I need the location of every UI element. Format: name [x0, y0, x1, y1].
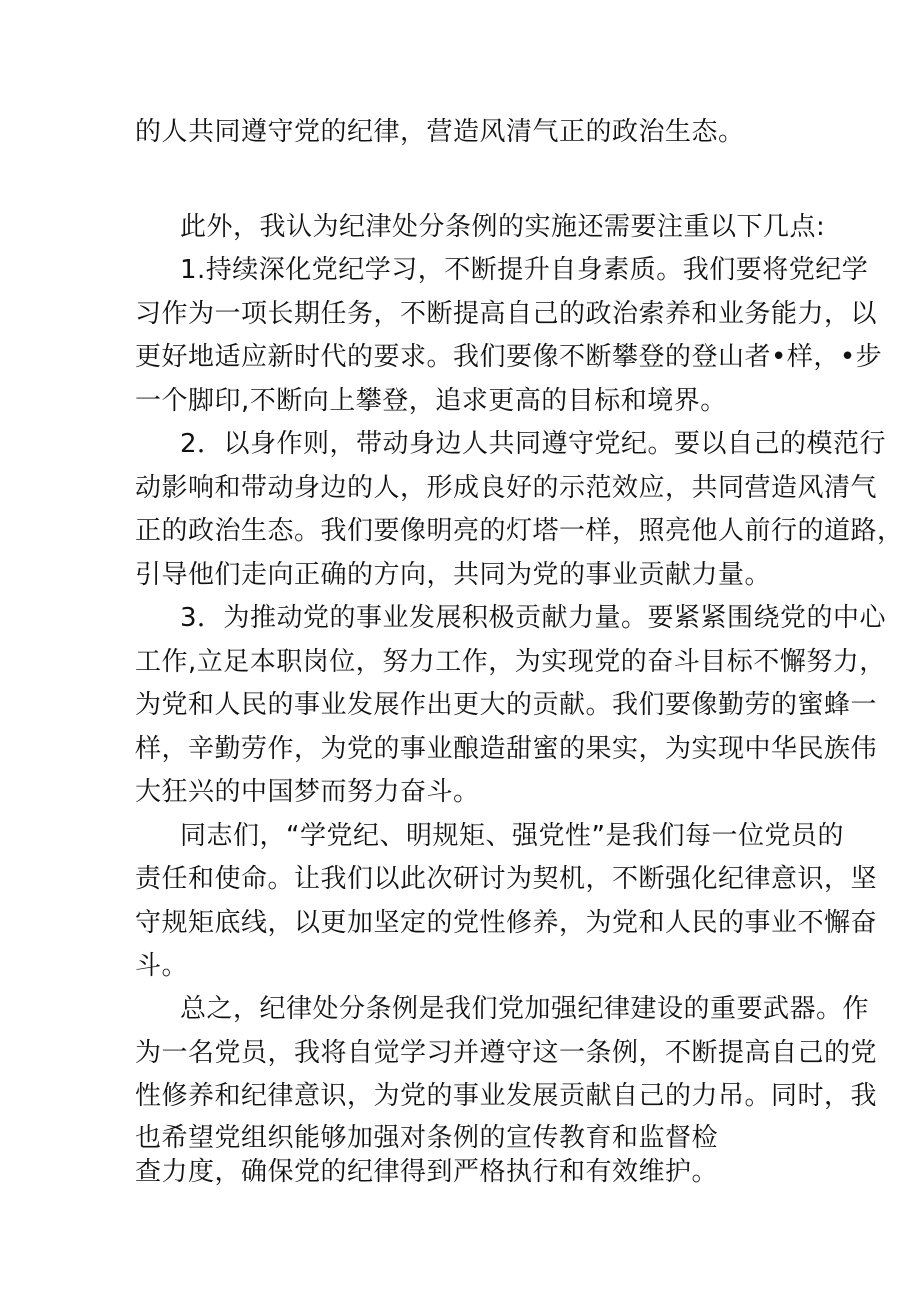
text-line: 1.持续深化党纪学习，不断提升自身素质。我们要将党纪学 [180, 255, 869, 285]
text-line: 3．为推动党的事业发展积极贡献力量。要紧紧围绕党的中心 [180, 603, 887, 633]
text-line: 同志们，“学党纪、明规矩、强党性”是我们每一位党员的 [180, 821, 844, 851]
text-line: 大狂兴的中国梦而努力奋斗。 [135, 777, 480, 807]
text-line: 责任和使命。让我们以此次研讨为契机，不断强化纪律意识，坚 [135, 864, 878, 894]
text-line: 为党和人民的事业发展作出更大的贡献。我们要像勤劳的蜜蜂一 [135, 690, 878, 720]
text-line: 2．以身作则，带动身边人共同遵守党纪。要以自己的模范行 [180, 429, 887, 459]
text-line: 一个脚印,不断向上攀登，追求更高的目标和境界。 [135, 386, 727, 416]
text-line: 性修养和纪律意识，为党的事业发展贡献自己的力吊。同时，我 [135, 1081, 878, 1111]
text-line: 的人共同遵守党的纪律，营造风清气正的政治生态。 [135, 117, 745, 147]
text-line: 此外，我认为纪津处分条例的实施还需要注重以下几点: [180, 212, 826, 242]
text-line: 守规矩底线，以更加坚定的党性修养，为党和人民的事业不懈奋 [135, 908, 878, 938]
text-line: 为一名党员，我将自觉学习并遵守这一条例，不断提高自己的党 [135, 1038, 878, 1068]
text-line: 总之，纪律处分条例是我们党加强纪律建设的重要武器。作 [180, 994, 870, 1024]
text-line: 样，辛勤劳作，为党的事业酿造甜蜜的果实，为实现中华民族伟 [135, 734, 878, 764]
text-line: 工作,立足本职岗位，努力工作，为实现党的奋斗目标不懈努力， [135, 647, 886, 677]
text-line: 正的政治生态。我们要像明亮的灯塔一样，照亮他人前行的道路， [135, 516, 904, 546]
text-line: 也希望党组织能够加强对条例的宣传教育和监督检 [135, 1123, 719, 1153]
text-line: 查力度，确保党的纪律得到严格执行和有效维护。 [135, 1157, 719, 1187]
text-line: 动影响和带动身边的人，形成良好的示范效应，共同营造风清气 [135, 473, 878, 503]
text-line: 习作为一项长期任务，不断提高自己的政治索养和业务能力，以 [135, 299, 878, 329]
text-line: 斗。 [135, 951, 189, 981]
text-line: 引导他们走向正确的方向，共同为党的事业贡献力量。 [135, 560, 772, 590]
text-line: 更好地适应新时代的要求。我们要像不断攀登的登山者•样，•步 [135, 342, 883, 372]
